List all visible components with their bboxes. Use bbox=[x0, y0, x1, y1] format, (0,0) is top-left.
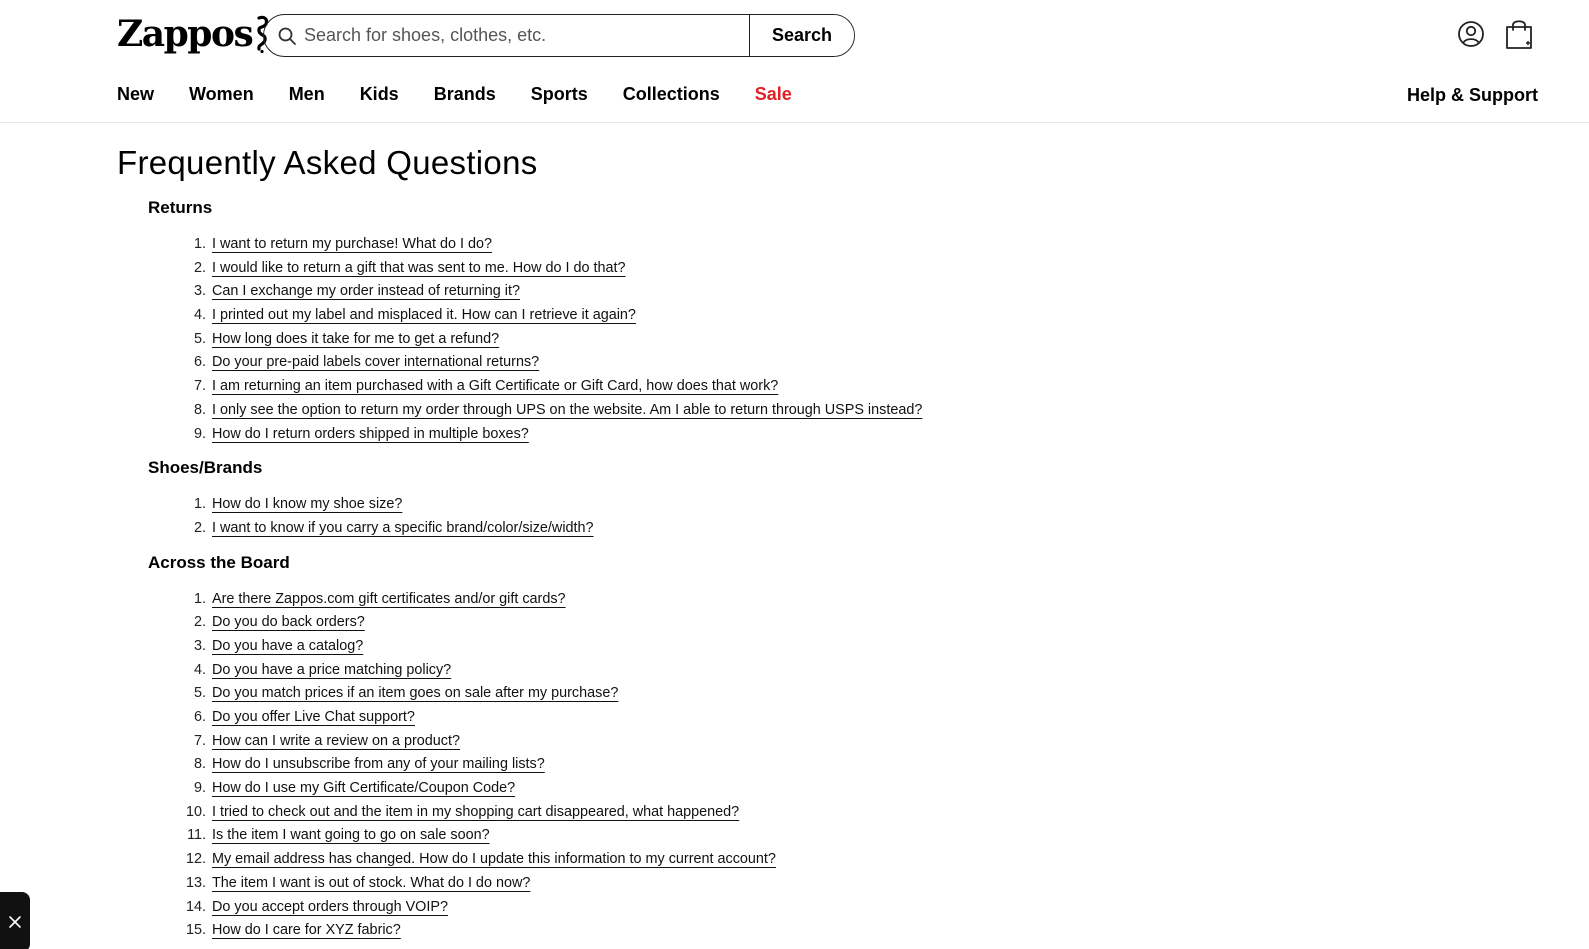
faq-item bbox=[148, 872, 1448, 896]
faq-question-link[interactable]: Do you do back orders? bbox=[212, 614, 365, 631]
section-title: Across the Board bbox=[148, 552, 290, 572]
faq-question-link[interactable]: I tried to check out and the item in my shopping cart disappeared, what happened? bbox=[212, 803, 740, 820]
nav-item-brands[interactable]: Brands bbox=[433, 84, 496, 104]
faq-item bbox=[148, 682, 1448, 706]
page-title: Frequently Asked Questions bbox=[117, 144, 538, 181]
faq-item-number: 1. bbox=[193, 496, 206, 513]
faq-question-link[interactable]: How do I return orders shipped in multiple boxes? bbox=[212, 425, 529, 442]
search-input[interactable] bbox=[304, 15, 749, 56]
faq-question-link[interactable]: How can I write a review on a product? bbox=[212, 732, 460, 749]
nav-item-men[interactable]: Men bbox=[288, 84, 325, 104]
faq-item-number: 9. bbox=[193, 425, 206, 442]
close-button[interactable] bbox=[0, 892, 30, 949]
nav-item-sports[interactable]: Sports bbox=[530, 84, 588, 104]
shopping-bag-icon[interactable] bbox=[1504, 18, 1534, 50]
faq-item-number: 2. bbox=[193, 519, 206, 536]
faq-item bbox=[148, 257, 1448, 281]
faq-item bbox=[148, 824, 1448, 848]
faq-item-number: 5. bbox=[193, 685, 206, 702]
faq-item bbox=[148, 493, 1448, 517]
faq-item-number: 4. bbox=[193, 307, 206, 324]
main-nav bbox=[117, 82, 827, 106]
faq-item-number: 2. bbox=[193, 614, 206, 631]
faq-item bbox=[148, 233, 1448, 257]
faq-item bbox=[148, 753, 1448, 777]
faq-item bbox=[148, 848, 1448, 872]
faq-list bbox=[148, 588, 1448, 943]
faq-question-link[interactable]: How long does it take for me to get a refund? bbox=[212, 330, 500, 347]
faq-item-number: 13. bbox=[185, 874, 206, 891]
faq-item bbox=[148, 280, 1448, 304]
faq-item-number: 6. bbox=[193, 354, 206, 371]
faq-item bbox=[148, 730, 1448, 754]
faq-item bbox=[148, 635, 1448, 659]
faq-question-link[interactable]: How do I care for XYZ fabric? bbox=[212, 922, 401, 939]
faq-item-number: 4. bbox=[193, 661, 206, 678]
faq-list bbox=[148, 233, 1448, 446]
faq-question-link[interactable]: I am returning an item purchased with a Gift Certificate or Gift Card, how does that work? bbox=[212, 378, 779, 395]
search-bar bbox=[263, 14, 855, 57]
faq-item-number: 6. bbox=[193, 709, 206, 725]
faq-item-number: 1. bbox=[193, 236, 206, 252]
faq-item bbox=[148, 517, 1448, 541]
faq-question-link[interactable]: How do I know my shoe size? bbox=[212, 496, 403, 513]
faq-item-number: 2. bbox=[193, 259, 206, 276]
faq-question-link[interactable]: Do your pre-paid labels cover international returns? bbox=[212, 354, 540, 371]
faq-item-number: 1. bbox=[193, 590, 206, 607]
section-title: Returns bbox=[148, 198, 213, 217]
zappos-logo[interactable] bbox=[117, 12, 272, 56]
faq-question-link[interactable]: My email address has changed. How do I update this information to my current account? bbox=[212, 851, 776, 868]
faq-item bbox=[148, 304, 1448, 328]
search-icon bbox=[264, 15, 304, 56]
section-title: Shoes/Brands bbox=[148, 458, 263, 478]
faq-list bbox=[148, 493, 1448, 540]
faq-question-link[interactable]: The item I want is out of stock. What do I do now? bbox=[212, 874, 531, 891]
faq-item-number: 9. bbox=[193, 780, 206, 797]
nav-item-women[interactable]: Women bbox=[189, 84, 254, 104]
faq-question-link[interactable]: Do you have a catalog? bbox=[212, 637, 364, 654]
faq-question-link[interactable]: Do you offer Live Chat support? bbox=[212, 709, 415, 725]
faq-item-number: 7. bbox=[193, 732, 206, 749]
faq-item-number: 12. bbox=[185, 851, 206, 868]
nav-item-kids[interactable]: Kids bbox=[359, 84, 399, 104]
faq-item bbox=[148, 919, 1448, 943]
faq-question-link[interactable]: How do I use my Gift Certificate/Coupon Code? bbox=[212, 780, 516, 797]
faq-item-number: 8. bbox=[193, 756, 206, 773]
faq-question-link[interactable]: I only see the option to return my order through UPS on the website. Am I able to return through USPS instead? bbox=[212, 401, 923, 418]
faq-item-number: 11. bbox=[187, 827, 206, 844]
help-support-link[interactable]: Help & Support bbox=[1407, 85, 1538, 105]
close-icon bbox=[7, 914, 23, 930]
faq-question-link[interactable]: Can I exchange my order instead of returning it? bbox=[212, 283, 520, 300]
faq-item bbox=[148, 611, 1448, 635]
faq-question-link[interactable]: I want to know if you carry a specific brand/color/size/width? bbox=[212, 519, 594, 536]
nav-item-new[interactable]: New bbox=[117, 84, 155, 104]
faq-item bbox=[148, 328, 1448, 352]
account-icon[interactable] bbox=[1457, 20, 1485, 48]
faq-item bbox=[148, 588, 1448, 612]
faq-question-link[interactable]: I printed out my label and misplaced it. How can I retrieve it again? bbox=[212, 307, 636, 324]
faq-item bbox=[148, 777, 1448, 801]
faq-item bbox=[148, 801, 1448, 825]
faq-question-link[interactable]: Do you have a price matching policy? bbox=[212, 661, 452, 678]
faq-item-number: 8. bbox=[193, 401, 206, 418]
site-header bbox=[0, 0, 1589, 123]
faq-item-number: 3. bbox=[193, 283, 206, 300]
faq-question-link[interactable]: How do I unsubscribe from any of your mailing lists? bbox=[212, 756, 545, 773]
search-button[interactable]: Search bbox=[749, 15, 854, 56]
logo-text: Zappos bbox=[117, 13, 253, 55]
faq-item-number: 7. bbox=[193, 378, 206, 395]
faq-item bbox=[148, 896, 1448, 920]
faq-question-link[interactable]: I would like to return a gift that was sent to me. How do I do that? bbox=[212, 259, 626, 276]
faq-item bbox=[148, 399, 1448, 423]
faq-item-number: 3. bbox=[193, 637, 206, 654]
faq-item bbox=[148, 375, 1448, 399]
faq-question-link[interactable]: Do you match prices if an item goes on sale after my purchase? bbox=[212, 685, 619, 702]
faq-question-link[interactable]: I want to return my purchase! What do I do? bbox=[212, 236, 492, 252]
faq-question-link[interactable]: Are there Zappos.com gift certificates and/or gift cards? bbox=[212, 590, 566, 607]
faq-item-number: 10. bbox=[185, 803, 206, 820]
faq-item bbox=[148, 351, 1448, 375]
faq-item-number: 5. bbox=[193, 330, 206, 347]
faq-item bbox=[148, 706, 1448, 730]
faq-item bbox=[148, 423, 1448, 447]
faq-item-number: 14. bbox=[185, 898, 206, 915]
faq-item-number: 15. bbox=[185, 922, 206, 939]
faq-question-link[interactable]: Is the item I want going to go on sale soon? bbox=[212, 827, 490, 844]
nav-item-sale[interactable]: Sale bbox=[754, 84, 792, 104]
faq-item bbox=[148, 659, 1448, 683]
nav-item-collections[interactable]: Collections bbox=[622, 84, 720, 104]
faq-question-link[interactable]: Do you accept orders through VOIP? bbox=[212, 898, 448, 915]
faq-content bbox=[148, 196, 1448, 949]
